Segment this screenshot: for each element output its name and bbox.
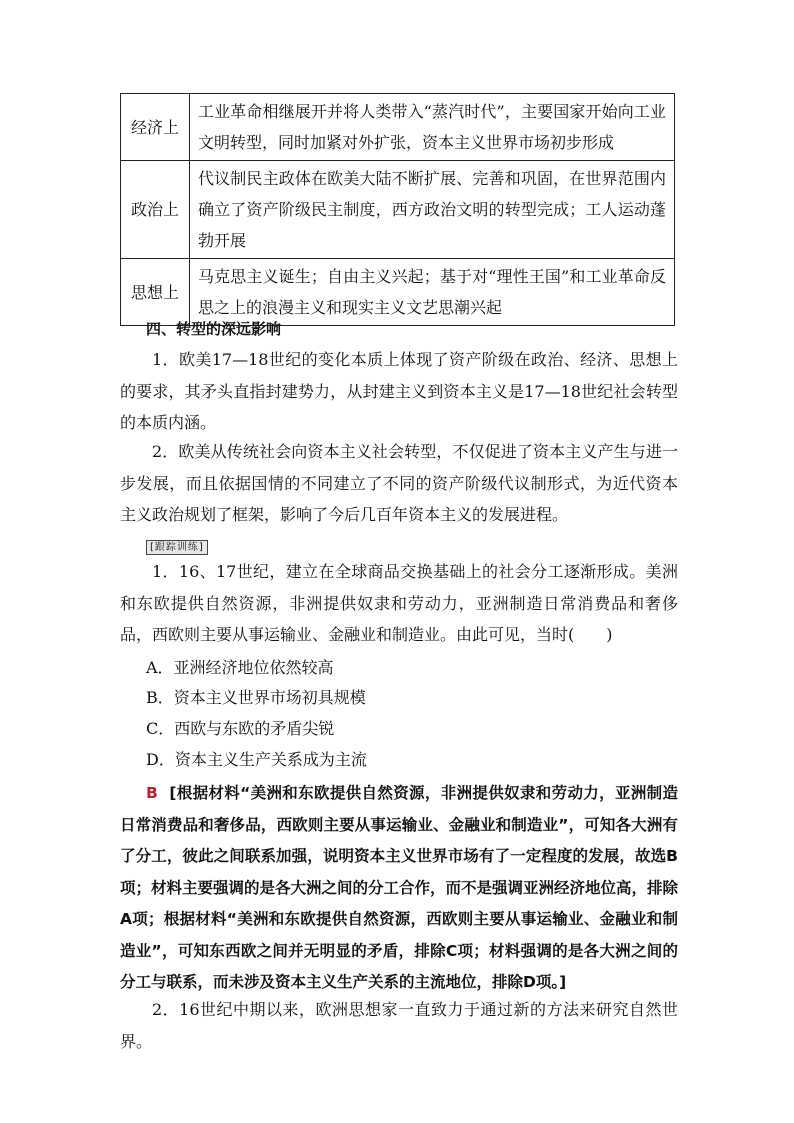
question-1-option-c: C．西欧与东欧的矛盾尖锐 bbox=[146, 719, 335, 738]
row-label-economy: 经济上 bbox=[121, 94, 190, 161]
row-label-politics: 政治上 bbox=[121, 161, 190, 259]
row-content-politics: 代议制民主政体在欧美大陆不断扩展、完善和巩固，在世界范围内确立了资产阶级民主制度，西方政治文明的转型完成；工人运动蓬勃开展 bbox=[190, 161, 675, 259]
row-content-economy: 工业革命相继展开并将人类带入“蒸汽时代”，主要国家开始向工业文明转型，同时加紧对外扩张，资本主义世界市场初步形成 bbox=[190, 94, 675, 161]
row-label-thought: 思想上 bbox=[121, 259, 190, 326]
question-1-option-d: D．资本主义生产关系成为主流 bbox=[146, 750, 367, 769]
question-1-stem: 1．16、17世纪，建立在全球商品交换基础上的社会分工逐渐形成。美洲和东欧提供自然资源，非洲提供奴隶和劳动力，亚洲制造日常消费品和奢侈品，西欧则主要从事运输业、金融业和制造业。由此可见，当时( ) bbox=[120, 562, 678, 644]
section-paragraph-1: 1．欧美17—18世纪的变化本质上体现了资产阶级在政治、经济、思想上的要求，其矛头直指封建势力，从封建主义到资本主义是17—18世纪社会转型的本质内涵。 bbox=[120, 350, 678, 432]
table-row bbox=[121, 161, 675, 259]
transformation-summary-table bbox=[120, 93, 675, 326]
question-2-stem: 2．16世纪中期以来，欧洲思想家一直致力于通过新的方法来研究自然世界。 bbox=[120, 1000, 678, 1051]
question-1-option-a: A．亚洲经济地位依然较高 bbox=[146, 658, 334, 677]
question-1-answer bbox=[120, 778, 678, 999]
question-1-option-b: B．资本主义世界市场初具规模 bbox=[146, 688, 366, 707]
row-content-thought: 马克思主义诞生；自由主义兴起；基于对“理性王国”和工业革命反思之上的浪漫主义和现实主义文艺思潮兴起 bbox=[190, 259, 675, 326]
table-row bbox=[121, 94, 675, 161]
answer-explanation: [根据材料“美洲和东欧提供自然资源，非洲提供奴隶和劳动力，亚洲制造日常消费品和奢侈品，西欧则主要从事运输业、金融业和制造业”，可知各大洲有了分工，彼此之间联系加强，说明资本主义世界市场有了一定程度的发展，故选B项；材料主要强调的是各大洲之间的分工合作，而不是强调亚洲经济地位高，排除A项；根据材料“美洲和东欧提供自然资源，西欧则主要从事运输业、金融业和制造业”，可知东西欧之间并无明显的矛盾，排除C项；材料强调的是各大洲之间的分工与联系，而未涉及资本主义生产关系的主流地位，排除D项。] bbox=[120, 784, 679, 991]
section-heading: 四、转型的深远影响 bbox=[146, 320, 282, 338]
section-paragraph-2: 2．欧美从传统社会向资本主义社会转型，不仅促进了资本主义产生与进一步发展，而且依据国情的不同建立了不同的资产阶级代议制形式，为近代资本主义政治规划了框架，影响了今后几百年资本主义的发展进程。 bbox=[120, 442, 678, 524]
answer-letter: B bbox=[146, 784, 158, 802]
table-row bbox=[121, 259, 675, 326]
practice-tag: [跟踪训练] bbox=[146, 540, 208, 555]
